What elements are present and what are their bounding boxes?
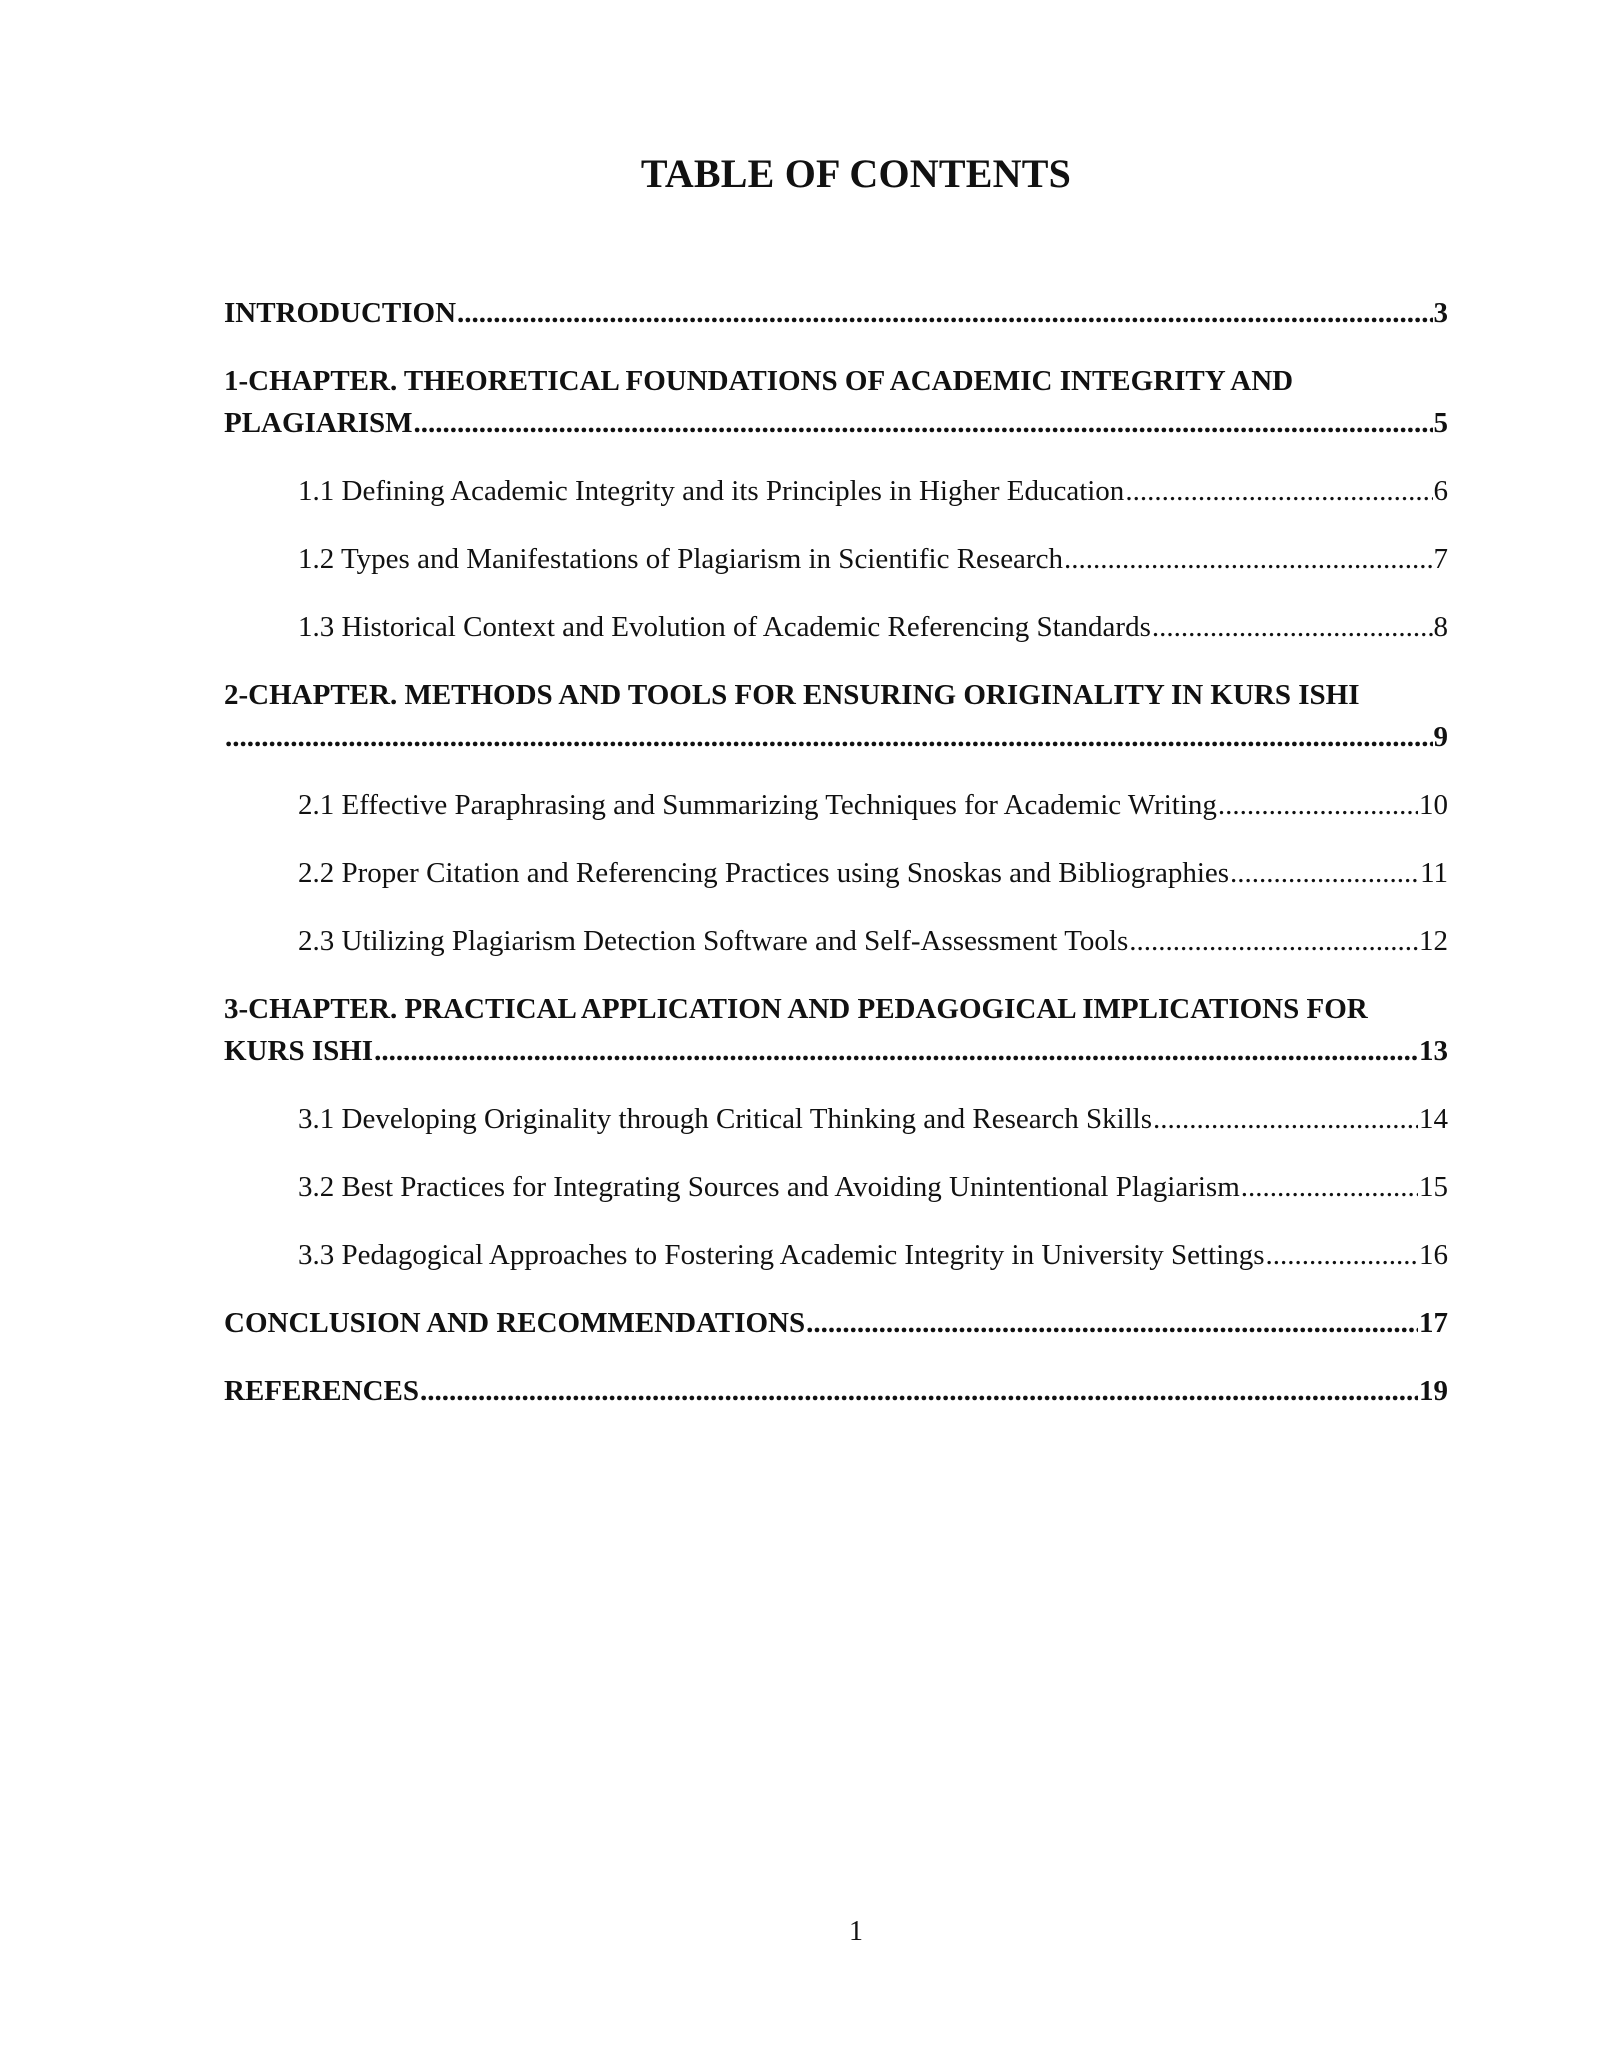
toc-entry-chapter-1[interactable] [224,360,1448,444]
toc-entry-introduction[interactable] [224,292,1448,334]
toc-entry-label-line2: KURS ISHI [224,1035,374,1067]
toc-page-number: 9 [1433,721,1448,753]
toc-entry-label: 2.1 Effective Paraphrasing and Summarizing Techniques for Academic Writing [298,789,1217,821]
toc-entry-label: 1.3 Historical Context and Evolution of Academic Referencing Standards [298,611,1151,643]
dot-leader [1129,920,1418,962]
toc-page-number: 19 [1419,1375,1448,1407]
toc-page-number: 7 [1433,543,1448,575]
toc-entry-section-3-2[interactable] [224,1166,1448,1208]
dot-leader [457,292,1432,334]
toc-entry-chapter-3[interactable] [224,988,1448,1072]
toc-page-number: 14 [1419,1103,1448,1135]
toc-entry-conclusion[interactable] [224,1302,1448,1344]
toc-page-number: 3 [1433,297,1448,329]
toc-entry-label: 2.3 Utilizing Plagiarism Detection Software and Self-Assessment Tools [298,925,1129,957]
toc-entry-label-line1: 2-CHAPTER. METHODS AND TOOLS FOR ENSURING ORIGINALITY IN KURS ISHI [224,679,1360,711]
toc-entry-label: CONCLUSION AND RECOMMENDATIONS [224,1307,806,1339]
dot-leader [1218,784,1418,826]
dot-leader [1152,606,1433,648]
dot-leader [225,716,1433,758]
toc-page-number: 15 [1419,1171,1448,1203]
dot-leader [1153,1098,1418,1140]
toc-entry-label: 2.2 Proper Citation and Referencing Practices using Snoskas and Bibliographies [298,857,1230,889]
toc-entry-section-2-3[interactable] [224,920,1448,962]
page-title: TABLE OF CONTENTS [640,151,1072,196]
toc-entry-label-line1: 1-CHAPTER. THEORETICAL FOUNDATIONS OF ACADEMIC INTEGRITY AND [224,365,1294,397]
page-footer-number: 1 [849,1916,863,1947]
toc-entry-chapter-2[interactable] [224,674,1448,758]
toc-entry-label: INTRODUCTION [224,297,457,329]
dot-leader [1241,1166,1418,1208]
toc-entry-label-line1: 3-CHAPTER. PRACTICAL APPLICATION AND PEDAGOGICAL IMPLICATIONS FOR [224,993,1368,1025]
toc-entry-label: 3.3 Pedagogical Approaches to Fostering Academic Integrity in University Settings [298,1239,1265,1271]
dot-leader [1230,852,1419,894]
toc-page-number: 16 [1419,1239,1448,1271]
toc-page-number: 5 [1433,407,1448,439]
toc-entry-label: 3.1 Developing Originality through Critical Thinking and Research Skills [298,1103,1153,1135]
toc-entry-section-3-3[interactable] [224,1234,1448,1276]
dot-leader [414,402,1433,444]
dot-leader [420,1370,1418,1412]
toc-page-number: 10 [1419,789,1448,821]
toc-entry-label: 3.2 Best Practices for Integrating Sources and Avoiding Unintentional Plagiarism [298,1171,1240,1203]
dot-leader [1064,538,1433,580]
toc-entry-section-2-2[interactable] [224,852,1448,894]
toc-page-number: 6 [1433,475,1448,507]
toc-entry-section-3-1[interactable] [224,1098,1448,1140]
toc-entry-references[interactable] [224,1370,1448,1412]
toc-entry-label: REFERENCES [224,1375,419,1407]
toc-entry-section-1-3[interactable] [224,606,1448,648]
toc-page-number: 13 [1419,1035,1448,1067]
toc-entry-label: 1.2 Types and Manifestations of Plagiarism in Scientific Research [298,543,1063,575]
toc-page-number: 8 [1433,611,1448,643]
dot-leader [374,1030,1418,1072]
table-of-contents [224,292,1448,1438]
toc-entry-label-line2: PLAGIARISM [224,407,413,439]
toc-page-number: 11 [1420,857,1448,889]
toc-entry-section-1-1[interactable] [224,470,1448,512]
dot-leader [806,1302,1418,1344]
toc-page-number: 17 [1419,1307,1448,1339]
toc-entry-label: 1.1 Defining Academic Integrity and its Principles in Higher Education [298,475,1125,507]
dot-leader [1125,470,1432,512]
toc-entry-section-2-1[interactable] [224,784,1448,826]
dot-leader [1266,1234,1419,1276]
toc-page-number: 12 [1419,925,1448,957]
toc-entry-section-1-2[interactable] [224,538,1448,580]
